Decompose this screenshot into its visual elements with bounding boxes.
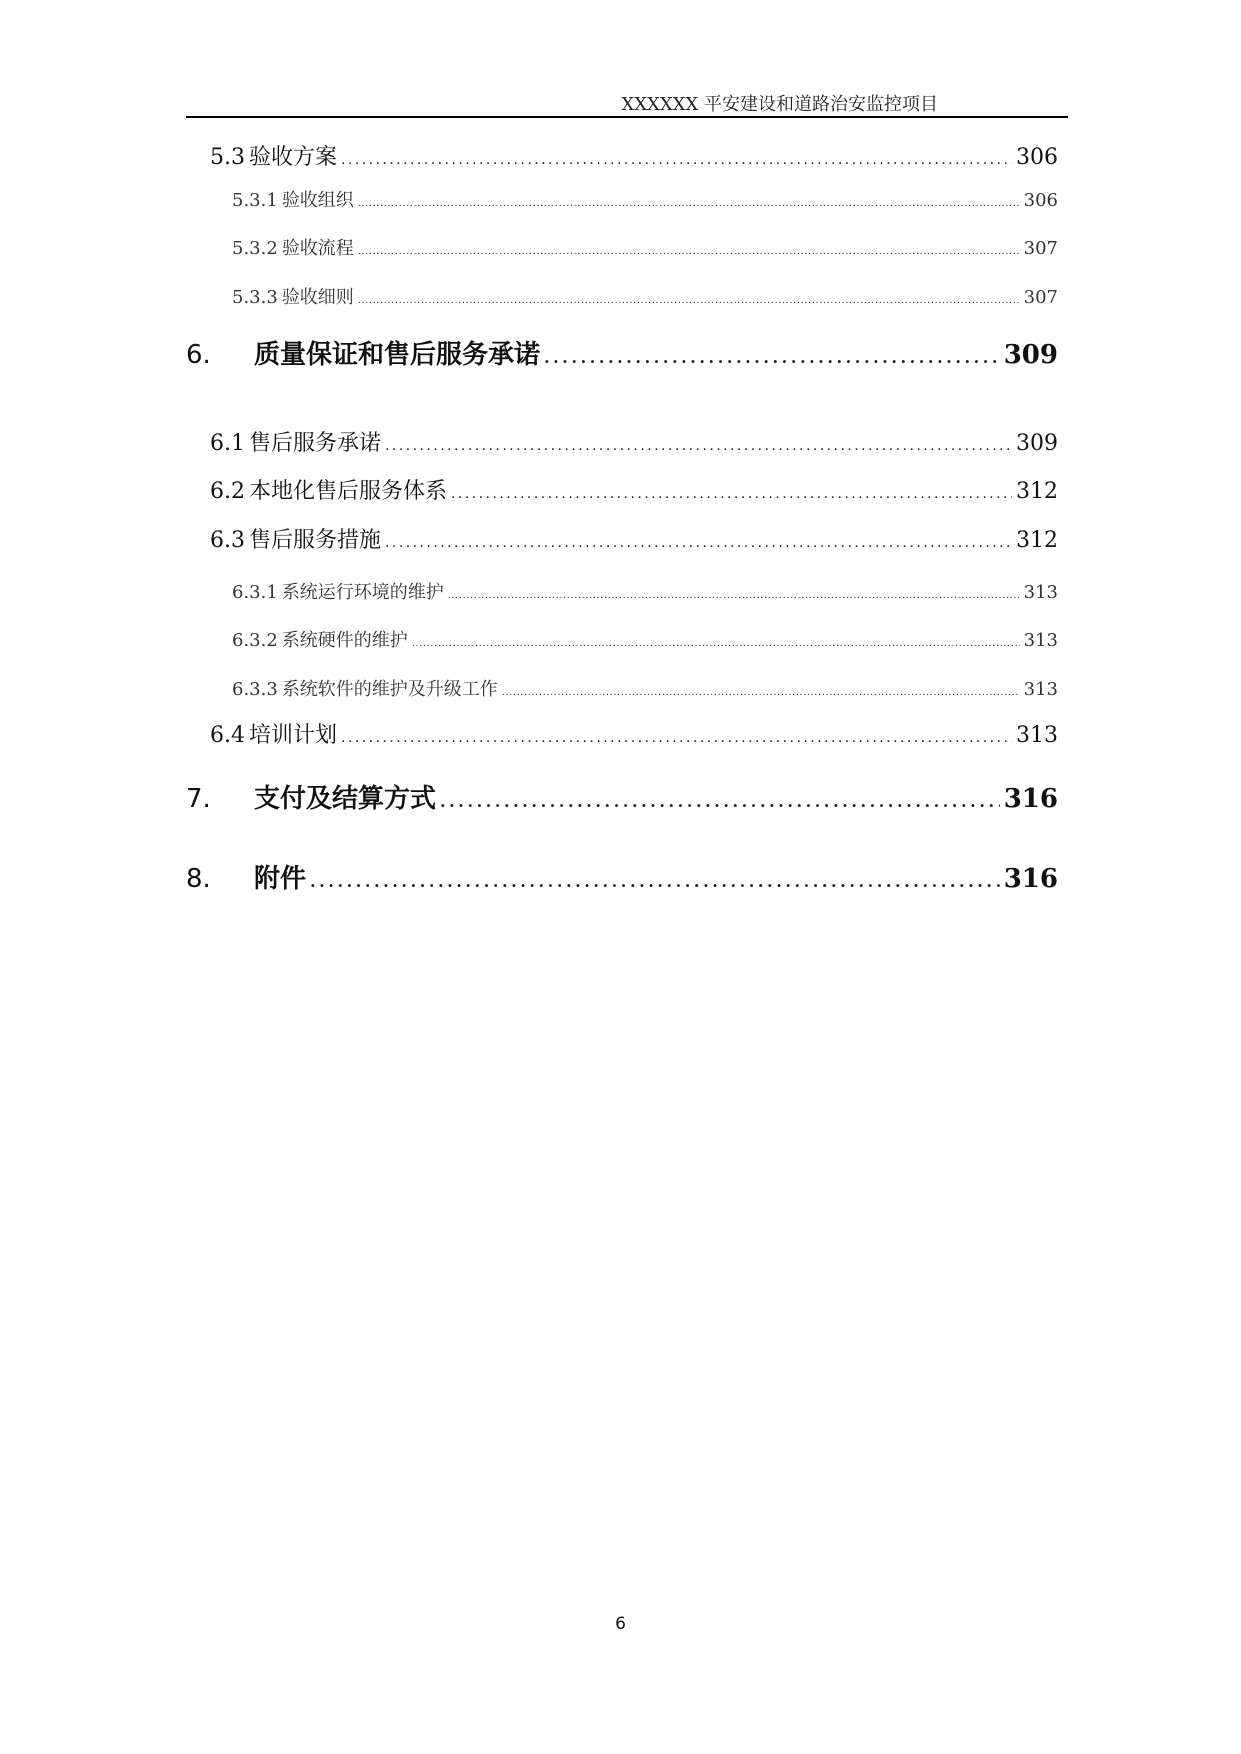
toc-page: 316 (1003, 864, 1058, 894)
toc-title: 系统运行环境的维护 (281, 582, 444, 603)
toc-page: 316 (1003, 784, 1058, 814)
toc-number: 8. (186, 864, 211, 894)
toc-leader (448, 591, 1020, 601)
toc-number: 6.3.2 (232, 630, 278, 651)
toc-leader (358, 296, 1020, 306)
toc-page: 306 (1023, 190, 1058, 211)
toc-number: 7. (186, 784, 211, 814)
toc-leader (341, 152, 1012, 168)
toc-title: 验收细则 (281, 287, 354, 308)
toc-page: 309 (1003, 340, 1058, 370)
toc-title: 验收组织 (281, 190, 354, 211)
toc-title: 支付及结算方式 (254, 784, 437, 814)
toc-leader (358, 247, 1020, 257)
toc-page: 313 (1023, 630, 1058, 651)
toc-number: 5.3.1 (232, 190, 278, 211)
toc-number: 6.3.1 (232, 582, 278, 603)
header-title: XXXXXX 平安建设和道路治安监控项目 (621, 94, 938, 115)
toc-page: 306 (1016, 145, 1058, 170)
toc-title: 售后服务承诺 (249, 431, 382, 456)
toc-entry[interactable] (186, 626, 1058, 652)
toc-entry[interactable] (186, 718, 1058, 749)
toc-number: 6.3.3 (232, 679, 278, 700)
toc-leader (440, 792, 1000, 811)
toc-page: 313 (1023, 679, 1058, 700)
toc-leader (544, 348, 1000, 367)
toc-page: 307 (1023, 238, 1058, 259)
toc-entry[interactable] (186, 778, 1058, 815)
toc-leader (385, 438, 1012, 454)
toc-entry[interactable] (186, 283, 1058, 309)
page-header (186, 80, 1068, 118)
toc-entry[interactable] (186, 523, 1058, 554)
toc-title: 系统硬件的维护 (281, 630, 408, 651)
toc-number: 6.4 (210, 723, 245, 748)
toc-entry[interactable] (186, 140, 1058, 171)
toc-number: 6. (186, 340, 211, 370)
toc-entry[interactable] (186, 474, 1058, 505)
toc-leader (385, 535, 1012, 551)
toc-number: 6.2 (210, 479, 245, 504)
toc-title: 系统软件的维护及升级工作 (281, 679, 498, 700)
toc-leader (341, 730, 1012, 746)
toc-leader (412, 639, 1020, 649)
toc-title: 售后服务措施 (249, 528, 382, 553)
toc-leader (451, 486, 1012, 502)
toc-page: 307 (1023, 287, 1058, 308)
toc-page: 312 (1016, 479, 1058, 504)
toc-title: 验收方案 (249, 145, 338, 170)
toc-title: 质量保证和售后服务承诺 (254, 340, 541, 370)
toc-number: 6.3 (210, 528, 245, 553)
toc-leader (502, 688, 1020, 698)
toc-title: 验收流程 (281, 238, 354, 259)
toc-page: 313 (1023, 582, 1058, 603)
toc-title: 附件 (254, 864, 307, 894)
toc-number: 5.3.2 (232, 238, 278, 259)
toc-entry[interactable] (186, 334, 1058, 371)
toc-title: 本地化售后服务体系 (249, 479, 448, 504)
toc-entry[interactable] (186, 675, 1058, 701)
toc-leader (310, 872, 1000, 891)
toc-number: 6.1 (210, 431, 245, 456)
toc-entry[interactable] (186, 578, 1058, 604)
toc-leader (358, 199, 1020, 209)
toc-page: 312 (1016, 528, 1058, 553)
toc-page: 313 (1016, 723, 1058, 748)
toc-entry[interactable] (186, 186, 1058, 212)
toc-entry[interactable] (186, 426, 1058, 457)
toc-number: 5.3 (210, 145, 245, 170)
toc-page: 309 (1016, 431, 1058, 456)
page-number: 6 (615, 1614, 626, 1634)
toc-title: 培训计划 (249, 723, 338, 748)
toc-number: 5.3.3 (232, 287, 278, 308)
toc-entry[interactable] (186, 234, 1058, 260)
toc-entry[interactable] (186, 858, 1058, 895)
